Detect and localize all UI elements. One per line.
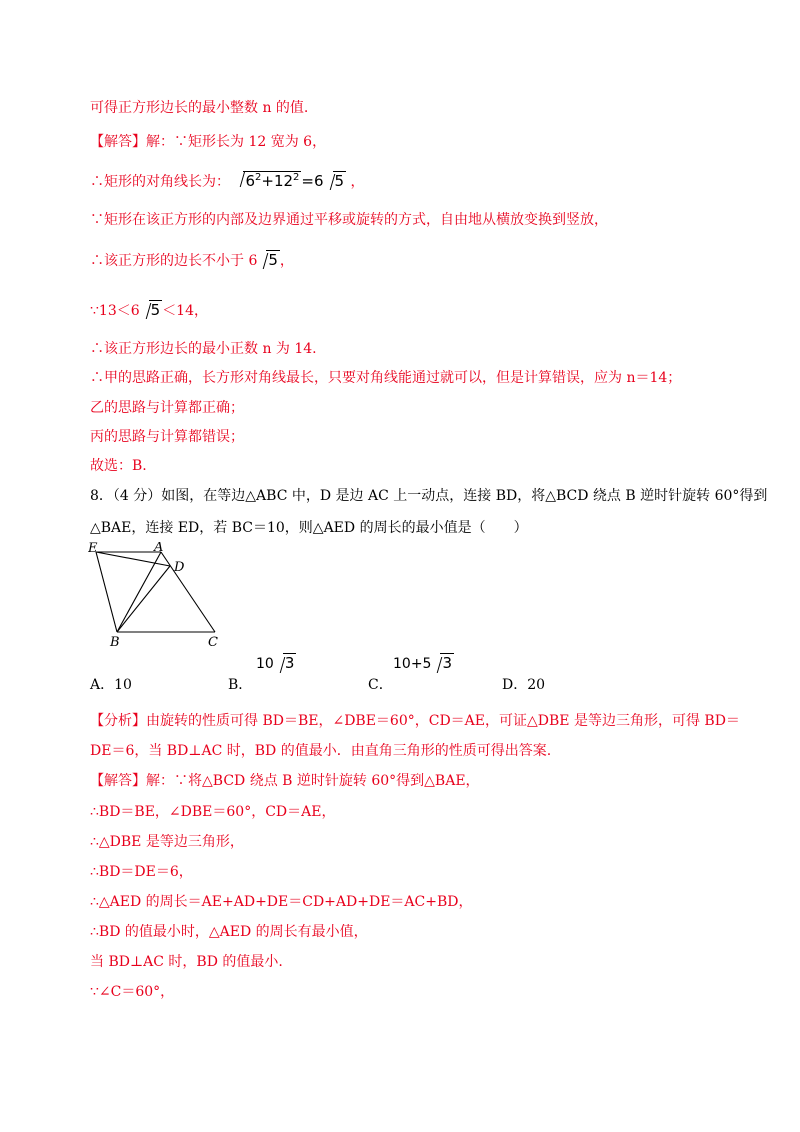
text-line: 故选：B. — [90, 458, 147, 474]
question-score: （4 分） — [112, 488, 162, 504]
analysis-line — [90, 711, 740, 731]
option-a[interactable] — [90, 674, 132, 694]
solution-line: ∴△AED 的周长＝AE+AD+DE＝CD+AD+DE＝AC+BD， — [90, 894, 473, 910]
sqrt-symbol — [431, 654, 454, 672]
option-value: 20 — [527, 677, 546, 693]
math-term: 3 — [442, 654, 452, 672]
sqrt-symbol: $6^2+12^2$ — [234, 168, 301, 192]
text-line: 乙的思路与计算都正确； — [90, 400, 244, 416]
math-term: 10 — [256, 656, 274, 672]
text-span: ∴该正方形的边长不小于 6 — [90, 253, 258, 269]
question-number: 8． — [90, 488, 113, 504]
math-term: 5 — [268, 251, 278, 269]
geometry-figure — [88, 542, 238, 652]
text-span: 解：∵矩形长为 12 宽为 6， — [146, 134, 327, 150]
label-E: E — [88, 542, 98, 556]
math-term: 5 — [150, 301, 161, 319]
option-label: B． — [228, 677, 253, 693]
text-line — [90, 250, 294, 271]
segment-BA — [117, 552, 161, 632]
math-term: 3 — [284, 654, 295, 672]
math-term: =6 — [301, 172, 324, 190]
segment-BD — [117, 566, 170, 632]
analysis-text: 由旋转的性质可得 BD＝BE，∠DBE＝60°，CD＝AE，可证△DBE 是等边三角形，可得 BD＝ — [146, 713, 740, 729]
label-C: C — [208, 635, 218, 650]
sqrt-symbol — [324, 171, 347, 192]
option-c-formula — [393, 654, 454, 672]
analysis-line: DE＝6，当 BD⊥AC 时，BD 的值最小．由直角三角形的性质可得出答案. — [90, 743, 552, 759]
solution-tag: 【解答】 — [90, 134, 146, 150]
solution-line — [90, 771, 480, 791]
math-formula — [234, 174, 350, 190]
solution-line: ∴BD＝DE＝6， — [90, 864, 193, 880]
text-span: ， — [350, 174, 365, 190]
solution-line: ∴BD＝BE，∠DBE＝60°，CD＝AE， — [90, 804, 336, 820]
sqrt-symbol — [257, 250, 280, 271]
text-line — [90, 300, 208, 321]
math-term: 5 — [334, 172, 345, 190]
option-b-formula — [256, 654, 296, 672]
solution-line: ∴△DBE 是等边三角形， — [90, 834, 244, 850]
math-term: 10+5 — [393, 656, 432, 672]
analysis-tag: 【分析】 — [90, 713, 146, 729]
question-line: △BAE，连接 ED，若 BC＝10，则△AED 的周长的最小值是（ ） — [90, 520, 528, 536]
option-value: 10 — [114, 677, 132, 693]
text-line: 丙的思路与计算都错误； — [90, 429, 244, 445]
solution-line: ∴BD 的值最小时，△AED 的周长有最小值， — [90, 924, 368, 940]
text-line: ∴该正方形边长的最小正数 n 为 14. — [90, 341, 317, 357]
option-d[interactable] — [502, 674, 545, 694]
text-span: ∴矩形的对角线长为： — [90, 174, 230, 190]
label-B: B — [110, 635, 120, 650]
diagonal-line — [90, 168, 365, 192]
solution-line: 当 BD⊥AC 时，BD 的值最小. — [90, 954, 283, 970]
math-term: +12 — [261, 172, 294, 190]
sqrt-symbol — [140, 300, 163, 321]
option-c[interactable] — [368, 674, 393, 694]
segment-EB — [96, 552, 117, 632]
text-line: 可得正方形边长的最小整数 n 的值. — [90, 100, 309, 116]
solution-line — [90, 132, 326, 152]
solution-text: 解：∵将△BCD 绕点 B 逆时针旋转 60°得到△BAE， — [146, 773, 480, 789]
solution-tag: 【解答】 — [90, 773, 146, 789]
sqrt-symbol — [274, 654, 297, 672]
text-line: ∴甲的思路正确，长方形对角线最长，只要对角线能通过就可以，但是计算错误，应为 n＝14； — [90, 370, 682, 386]
math-term: 6 — [245, 172, 255, 190]
text-line: ∵矩形在该正方形的内部及边界通过平移或旋转的方式，自由地从横放变换到竖放， — [90, 212, 608, 228]
solution-line: ∵∠C＝60°， — [90, 984, 175, 1000]
option-label: C． — [368, 677, 393, 693]
option-label: A． — [90, 677, 115, 693]
text-span: ＜14， — [162, 303, 209, 319]
text-span: ， — [279, 253, 294, 269]
option-b[interactable] — [228, 674, 252, 694]
option-label: D． — [502, 677, 528, 693]
question-line — [90, 486, 767, 506]
label-A: A — [154, 542, 164, 555]
label-D: D — [174, 560, 185, 575]
segment-AC — [161, 552, 215, 632]
question-text: 如图，在等边△ABC 中，D 是边 AC 上一动点，连接 BD，将△BCD 绕点 B 逆时针旋转 60°得到 — [161, 488, 768, 504]
text-span: ∵13＜6 — [90, 303, 140, 319]
